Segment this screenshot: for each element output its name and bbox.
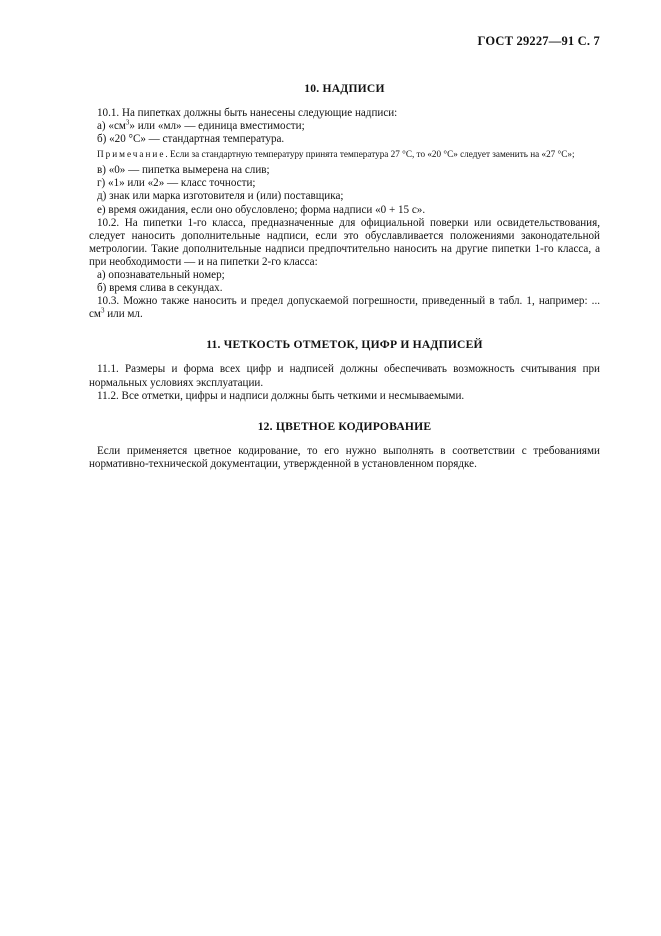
clause-10-3 [89, 295, 600, 321]
clause-11-2: 11.2. Все отметки, цифры и надписи должны быть четкими и несмываемыми. [97, 389, 465, 402]
section-10-title: 10. НАДПИСИ [304, 82, 385, 95]
clause-10-3-text-post: или мл. [104, 308, 143, 321]
list-item-b: б) «20 °С» — стандартная температура. [97, 133, 285, 146]
list-item-e: е) время ожидания, если оно обусловлено; форма надписи «0 + 15 с». [97, 203, 426, 216]
note [89, 149, 600, 160]
section-11-title: 11. ЧЕТКОСТЬ ОТМЕТОК, ЦИФР И НАДПИСЕЙ [206, 338, 483, 352]
document-page [89, 34, 600, 471]
clause-11-1: 11.1. Размеры и форма всех цифр и надписей должны обеспечивать возможность считывания при нормальных условиях эксплуатации. [89, 363, 600, 389]
clause-10-1: 10.1. На пипетках должны быть нанесены следующие надписи: [97, 107, 398, 119]
running-header: ГОСТ 29227—91 С. 7 [477, 34, 600, 48]
list-item-a-text-pre: а) «см [97, 120, 126, 133]
superscript: 3 [125, 118, 130, 127]
superscript: 3 [100, 306, 105, 315]
list-item-d: д) знак или марка изготовителя и (или) поставщика; [97, 190, 344, 203]
clause-10-2-item-b: б) время слива в секундах. [97, 282, 223, 295]
section-12-title: 12. ЦВЕТНОЕ КОДИРОВАНИЕ [257, 419, 432, 433]
list-item-a-text-post: » или «мл» — единица вместимости; [129, 120, 305, 133]
clause-10-2-item-a: а) опознавательный номер; [97, 269, 225, 282]
note-text: . Если за стандартную температуру принята температура 27 °С, то «20 °С» следует заменить на «27 °С»; [165, 149, 575, 160]
section-12-paragraph: Если применяется цветное кодирование, то его нужно выполнять в соответствии с требованиями нормативно-технической документации, утвержденной в установленном порядке. [89, 444, 600, 470]
list-item-g: г) «1» или «2» — класс точности; [97, 177, 256, 190]
list-item-v: в) «0» — пипетка вымерена на слив; [97, 164, 270, 177]
clause-10-2: 10.2. На пипетки 1-го класса, предназначенные для официальной поверки или освидетельствования, следует наносить дополнительные надписи, если это обуславливается положениями законодательной метрологии. Такие дополнительные надписи предпочтительно наносить на другие пипетки 1-го класса, а при необходимости — и на пипетки 2-го класса: [89, 216, 600, 268]
list-item-a [89, 120, 600, 133]
clause-10-3-text-pre: 10.3. Можно также наносить и предел допускаемой погрешности, приведенный в табл. 1, например: ... см [89, 295, 600, 321]
note-label: Примечание [97, 149, 166, 160]
